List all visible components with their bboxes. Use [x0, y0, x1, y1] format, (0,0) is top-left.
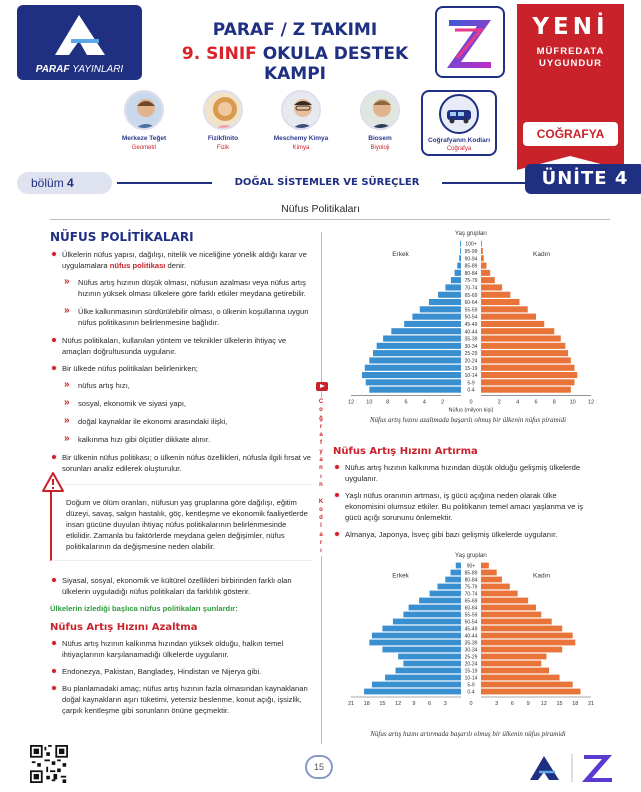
age-group-label: 45-49	[464, 322, 478, 328]
instructor-name: Biosem	[368, 135, 392, 142]
male-bar	[364, 689, 461, 695]
bolum-badge	[17, 172, 112, 194]
avatar	[281, 90, 321, 130]
female-bar	[481, 612, 541, 618]
x-tick-label: 4	[422, 399, 426, 406]
female-bar	[481, 292, 510, 298]
female-bar	[481, 270, 490, 276]
female-bar	[481, 626, 562, 632]
age-group-label: 15-19	[464, 365, 478, 372]
female-bar	[481, 321, 544, 327]
age-group-label: 20-24	[464, 358, 478, 365]
header-subtitle	[160, 44, 430, 84]
curriculum-banner	[517, 4, 624, 156]
x-axis-label: Nüfus (milyon kişi)	[448, 407, 494, 414]
paraf-arrow-icon	[47, 11, 112, 59]
paragraph: Bir ülkede nüfus politikaları belirlenirken;	[50, 363, 312, 374]
instructor-subject: Biyoloji	[370, 145, 390, 151]
x-tick-label: 12	[587, 399, 595, 406]
female-bar	[481, 647, 562, 653]
female-bar	[481, 357, 571, 363]
male-bar	[366, 379, 461, 385]
paragraph: Nüfus politikaları, kullanılan yöntem ve teknikler ülkelerin ihtiyaç ve amaçları doğrultusunda uygulanır.	[50, 335, 312, 357]
paragraph: Endonezya, Pakistan, Bangladeş, Hindistan ve Nijerya gibi.	[50, 666, 312, 677]
female-bar	[481, 668, 549, 674]
male-bar	[460, 241, 461, 247]
vertical-label-char: y	[319, 448, 323, 455]
publisher-rest: YAYINLARI	[72, 64, 124, 75]
age-group-label: 30-34	[464, 343, 478, 350]
female-bar	[481, 661, 541, 667]
male-bar	[460, 248, 461, 254]
female-bar	[481, 379, 575, 385]
population-pyramid-2	[338, 548, 604, 724]
age-group-label: 75-79	[464, 278, 478, 285]
age-group-label: 95-99	[464, 249, 478, 255]
age-group-label: 55-59	[464, 307, 478, 314]
vertical-label-char: C	[318, 399, 324, 405]
female-bar	[481, 306, 528, 312]
x-tick-label: 21	[587, 701, 595, 707]
vertical-label-char: a	[319, 457, 323, 464]
age-group-label: 35-39	[464, 336, 478, 343]
warning-box	[50, 484, 312, 561]
age-group-label: 40-44	[464, 633, 478, 640]
vertical-label-char: r	[319, 540, 323, 547]
male-label: Erkek	[392, 251, 409, 259]
female-bar	[481, 284, 502, 290]
instructor-geometri	[104, 90, 184, 151]
male-bar	[385, 675, 461, 681]
male-bar	[372, 633, 461, 639]
female-bar	[481, 277, 495, 283]
male-bar	[404, 321, 461, 327]
age-group-label: 10-14	[464, 373, 478, 380]
age-group-label: 80-84	[464, 577, 478, 584]
male-bar	[373, 350, 461, 356]
female-bar	[481, 577, 502, 583]
age-group-label: 20-24	[464, 661, 478, 668]
male-bar	[412, 314, 461, 320]
male-bar	[459, 255, 461, 261]
instructor-name: Coğrafyanın Kodları	[427, 137, 491, 144]
age-group-label: 80-84	[464, 270, 478, 277]
sub-point: » nüfus artış hızı,	[50, 380, 312, 391]
age-group-label: 85-89	[464, 570, 478, 577]
pyramid-1-caption: Nüfus artış hızını azaltmada başarılı olmuş bir ülkenin nüfus piramidi	[369, 416, 567, 424]
page-title: Nüfus Politikaları	[281, 203, 360, 215]
paragraph: Siyasal, sosyal, ekonomik ve kültürel özellikleri birbirinden farklı olan ülkelerin uyguladığı nüfus politikaları da farklılık gösterir.	[50, 575, 312, 597]
female-bar	[481, 387, 571, 393]
female-bar	[481, 605, 536, 611]
age-group-label: 70-74	[464, 285, 478, 292]
age-group-label: 35-39	[464, 640, 478, 647]
female-bar	[481, 343, 565, 349]
x-tick-label: 12	[347, 399, 355, 406]
male-bar	[451, 277, 461, 283]
pyramid-top-label: Yaş grupları	[455, 231, 487, 237]
paraf-logo	[17, 5, 142, 80]
female-bar	[481, 570, 497, 576]
male-bar	[409, 605, 461, 611]
age-group-label: 65-69	[464, 292, 478, 299]
female-bar	[481, 365, 575, 371]
male-bar	[369, 357, 461, 363]
z-footer-icon	[582, 755, 612, 782]
female-bar	[481, 255, 484, 261]
male-bar	[403, 661, 461, 667]
banner-text	[517, 46, 624, 70]
qr-code-icon[interactable]	[30, 745, 68, 783]
age-group-label: 0-4	[467, 387, 475, 394]
z-takimi-logo	[435, 6, 505, 78]
keyword: nüfus politikası	[109, 261, 166, 270]
instructor-name: Fizikfinito	[207, 135, 239, 142]
age-group-label: 45-49	[464, 626, 478, 633]
female-bar	[481, 619, 552, 625]
male-bar	[403, 612, 461, 618]
x-tick-label: 6	[534, 399, 538, 406]
grade-label: 9. SINIF	[181, 44, 257, 64]
vertical-label-char: a	[319, 432, 323, 439]
x-tick-label: 18	[363, 701, 370, 707]
avatar	[203, 90, 243, 130]
camp-label: OKULA DESTEK KAMPI	[262, 44, 409, 84]
instructor-fizik	[183, 90, 263, 151]
section-bar	[17, 168, 629, 194]
paragraph: Bir ülkenin nüfus politikası; o ülkenin nüfus özellikleri, nüfusla ilgili fırsat ve sorunları analiz edilerek oluşturulur.	[50, 452, 312, 474]
male-bar	[362, 372, 461, 378]
female-bar	[481, 591, 518, 597]
x-tick-label: 15	[556, 701, 563, 707]
male-bar	[382, 626, 461, 632]
vertical-label-char: f	[320, 440, 322, 447]
sub-point: » Ülke kalkınmasının sürdürülebilir olması, o ülkenin koşullarına uygun nüfus politikasının belirlenmesine bağlıdır.	[50, 306, 312, 328]
male-bar	[382, 647, 461, 653]
female-bar	[481, 328, 554, 334]
instructor-subject: Fizik	[216, 145, 230, 151]
vertical-label-char: a	[319, 531, 323, 538]
male-bar	[451, 570, 461, 576]
avatar	[360, 90, 400, 130]
instructor-cografya	[421, 90, 497, 156]
cografya-van-icon	[439, 94, 479, 134]
female-bar	[481, 336, 561, 342]
female-bar	[481, 584, 510, 590]
x-tick-label: 12	[395, 701, 402, 707]
x-tick-label: 6	[428, 701, 432, 707]
age-group-label: 60-64	[464, 300, 478, 307]
warning-icon	[41, 471, 65, 493]
male-bar	[369, 387, 461, 393]
age-group-label: 15-19	[464, 668, 478, 675]
age-group-label: 100+	[465, 241, 477, 248]
sub-point: » kalkınma hızı gibi ölçütler dikkate alınır.	[50, 434, 312, 445]
female-bar	[481, 248, 483, 254]
age-group-label: 50-54	[464, 619, 478, 626]
male-bar	[369, 640, 461, 646]
age-group-label: 60-64	[464, 605, 478, 612]
x-tick-label: 3	[443, 701, 447, 707]
age-group-label: 40-44	[464, 329, 478, 336]
male-bar	[445, 284, 461, 290]
footer-logos	[528, 750, 618, 785]
instructor-name: Meschemy Kimya	[273, 135, 329, 142]
x-tick-label: 18	[572, 701, 579, 707]
female-label: Kadın	[533, 572, 550, 580]
x-tick-label: 9	[526, 701, 530, 707]
x-tick-label: 15	[379, 701, 386, 707]
x-tick-label: 2	[441, 399, 445, 406]
female-bar	[481, 682, 573, 688]
subheading-artirma: Nüfus Artış Hızını Artırma	[333, 446, 478, 457]
female-bar	[481, 654, 546, 660]
female-bar	[481, 675, 560, 681]
z-logo-icon	[437, 8, 503, 76]
male-bar	[396, 668, 461, 674]
vertical-label-char: n	[319, 465, 323, 472]
section-topic: DOĞAL SİSTEMLER VE SÜREÇLER	[212, 172, 442, 194]
male-bar	[391, 328, 461, 334]
female-bar	[481, 633, 573, 639]
population-pyramid-1	[340, 228, 602, 414]
x-tick-label: 4	[516, 399, 520, 406]
vertical-label-char: ı	[320, 548, 322, 555]
male-bar	[455, 270, 461, 276]
warning-text: Doğum ve ölüm oranları, nüfusun yaş gruplarına göre dağılışı, eğitim düzeyi, savaş, salgın hastalık, göç, kentleşme ve ekonomik faaliyetlerde insan gücüne duyulan ihtiyaç nüfus politikalarının belirlenmesinde etkilidir. Zamanla bu faktörlerde meydana gelen değişimler, nüfus politikalarının da değişmesine neden olabilir.	[66, 498, 308, 551]
age-group-label: 10-14	[464, 675, 478, 682]
right-column	[333, 446, 595, 546]
vertical-label-char: ı	[320, 473, 322, 480]
avatar	[124, 90, 164, 130]
age-group-label: 25-29	[464, 351, 478, 358]
paragraph	[50, 249, 312, 271]
paraf-footer-icon	[530, 756, 559, 780]
x-tick-label: 8	[552, 399, 556, 406]
male-bar	[398, 654, 461, 660]
instructor-biyoloji	[340, 90, 420, 151]
age-group-label: 90+	[466, 563, 476, 570]
banner-subject: COĞRAFYA	[523, 122, 618, 146]
male-bar	[393, 619, 461, 625]
vertical-label-char: K	[318, 498, 324, 505]
age-group-label: 90-94	[464, 256, 478, 263]
instructor-subject: Coğrafya	[446, 146, 472, 152]
x-tick-label: 10	[569, 399, 576, 406]
sub-point: » sosyal, ekonomik ve siyasi yapı,	[50, 398, 312, 409]
paragraph: Yaşlı nüfus oranının artması, iş gücü açığına neden olarak ülke ekonomisini olumsuz etkiler. Bu politikanın temel amacı yaşlanma ve iş gücü açığı sorununu önlemektir.	[333, 490, 595, 523]
x-tick-label: 2	[497, 399, 501, 406]
x-tick-label: 6	[510, 701, 514, 707]
vertical-label-char: o	[319, 407, 323, 414]
age-group-label: 5-9	[467, 682, 475, 689]
female-bar	[481, 299, 520, 305]
male-bar	[420, 306, 461, 312]
vertical-label-char	[315, 489, 327, 497]
age-group-label: 0-4	[467, 689, 475, 696]
instructor-subject: Kimya	[292, 145, 310, 151]
subheading-azaltma: Nüfus Artış Hızını Azaltma	[50, 622, 198, 633]
male-bar	[456, 563, 461, 569]
publisher-brand: PARAF	[35, 64, 70, 75]
age-group-label: 70-74	[464, 591, 478, 598]
age-group-label: 30-34	[464, 647, 478, 654]
banner-yeni: YENİ	[532, 14, 609, 40]
age-group-label: 55-59	[464, 612, 478, 619]
paragraph: Nüfus artış hızının kalkınma hızından düşük olduğu gelişmiş ülkelerde uygulanır.	[333, 462, 595, 484]
male-bar	[429, 299, 461, 305]
pyramid-top-label: Yaş grupları	[455, 553, 487, 559]
female-bar	[481, 372, 577, 378]
female-bar	[481, 350, 568, 356]
male-bar	[430, 591, 461, 597]
male-bar	[438, 292, 461, 298]
male-label: Erkek	[392, 572, 409, 580]
sub-point: » doğal kaynaklar ile ekonomi arasındaki ilişki,	[50, 416, 312, 427]
instructor-name: Merkeze Teğet	[121, 135, 167, 142]
age-group-label: 65-69	[464, 598, 478, 605]
unite-badge: ÜNİTE 4	[525, 164, 641, 194]
male-bar	[383, 336, 461, 342]
pyramid-2-caption: Nüfus artış hızını artırmada başarılı olmuş bir ülkenin nüfus piramidi	[370, 730, 566, 738]
green-intro: Ülkelerin izlediği başlıca nüfus politikaları şunlardır:	[50, 604, 238, 613]
vertical-label-char: o	[319, 506, 323, 513]
female-bar	[481, 598, 528, 604]
definition-end: denir.	[165, 261, 187, 270]
paragraph: Bu planlamadaki amaç; nüfus artış hızının fazla olmasından kaynaklanan doğal kaynakların aşırı tüketimi, yetersiz beslenme, konut açığı, işsizlik, çarpık kentleşme gibi sorunların önüne geçmektir.	[50, 683, 312, 716]
x-tick-label: 9	[412, 701, 416, 707]
x-tick-label: 6	[404, 399, 408, 406]
male-bar	[372, 682, 461, 688]
female-bar	[481, 314, 536, 320]
x-tick-label: 12	[540, 701, 547, 707]
youtube-icon	[316, 382, 328, 391]
sub-point: » Nüfus artış hızının düşük olması, nüfusun azalması veya nüfus artış hızının yüksek olması ülkelere göre farklı etkiler meydana getirebilir.	[50, 277, 312, 299]
male-bar	[437, 584, 461, 590]
instructor-subject: Geometri	[131, 145, 157, 151]
vertical-label-char: n	[319, 481, 323, 488]
instructor-kimya	[261, 90, 341, 151]
vertical-label-char: ğ	[319, 415, 323, 422]
female-bar	[481, 263, 487, 269]
male-bar	[457, 263, 461, 269]
bolum-label: bölüm	[31, 176, 64, 190]
paragraph: Nüfus artış hızının kalkınma hızından yüksek olduğu, halkın temel ihtiyaçlarının karşılanamadığı ülkelerde uygulanır.	[50, 638, 312, 660]
vertical-channel-label	[315, 398, 327, 556]
definition-text: Ülkelerin nüfus yapısı, dağılışı, nitelik ve niceliğine yönelik aldığı karar ve uygulamalara	[62, 250, 307, 270]
bolum-number: 4	[67, 176, 74, 190]
page-number: 15	[305, 755, 333, 779]
x-tick-label: 8	[386, 399, 390, 406]
paragraph: Almanya, Japonya, İsveç gibi bazı gelişmiş ülkelerde uygulanır.	[333, 529, 595, 540]
female-bar	[481, 563, 489, 569]
female-label: Kadın	[533, 251, 550, 259]
vertical-label-char: r	[319, 423, 323, 430]
female-bar	[481, 241, 482, 247]
age-group-label: 85-89	[464, 263, 478, 270]
vertical-label-char: d	[319, 515, 323, 522]
vertical-label-char: l	[320, 523, 322, 530]
x-tick-label: 3	[495, 701, 499, 707]
x-tick-label: 21	[347, 701, 355, 707]
female-bar	[481, 689, 581, 695]
x-tick-label: 0	[469, 701, 473, 707]
age-group-label: 50-54	[464, 314, 478, 321]
x-tick-label: 0	[469, 399, 473, 406]
male-bar	[377, 343, 461, 349]
x-tick-label: 10	[366, 399, 373, 406]
left-column	[50, 232, 312, 722]
age-group-label: 25-29	[464, 654, 478, 661]
male-bar	[365, 365, 461, 371]
age-group-label: 75-79	[464, 584, 478, 591]
main-heading: NÜFUS POLİTİKALARI	[50, 230, 194, 244]
banner-mufredata: MÜFREDATA	[536, 46, 605, 57]
age-group-label: 5-9	[467, 380, 475, 387]
header-title: PARAF / Z TAKIMI	[212, 20, 378, 40]
male-bar	[419, 598, 461, 604]
paraf-logo-text	[17, 64, 142, 75]
banner-uygundur: UYGUNDUR	[539, 58, 602, 69]
male-bar	[445, 577, 461, 583]
female-bar	[481, 640, 575, 646]
